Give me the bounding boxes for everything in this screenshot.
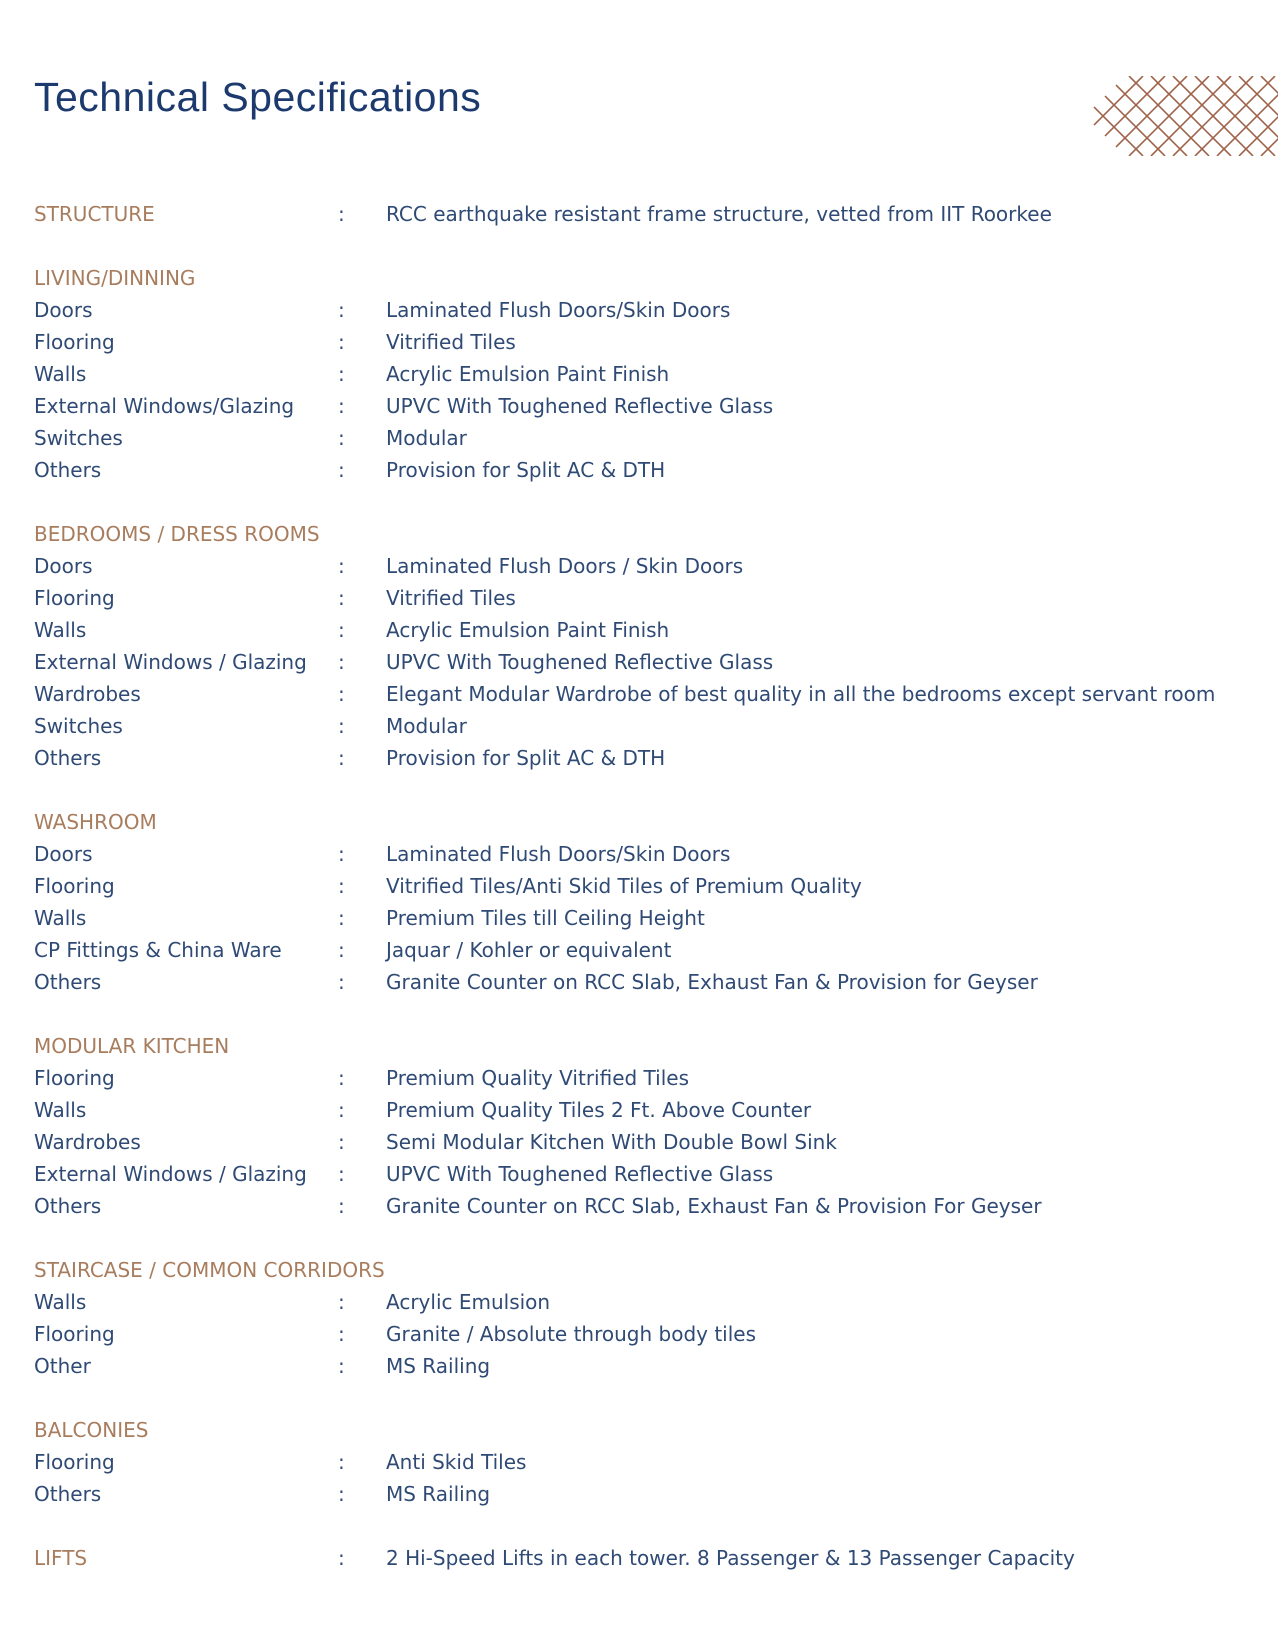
spec-label: Others (34, 746, 102, 770)
spec-label: Wardrobes (34, 682, 141, 706)
spec-row (34, 390, 1264, 422)
spec-row (34, 966, 1264, 998)
spec-row (34, 1542, 1264, 1574)
separator: : (338, 842, 345, 866)
spec-label: Switches (34, 714, 123, 738)
section-heading: LIVING/DINNING (34, 266, 196, 290)
spec-value: Premium Quality Vitrified Tiles (386, 1066, 689, 1090)
spec-label: Doors (34, 554, 93, 578)
spec-label: External Windows / Glazing (34, 650, 307, 674)
spec-value: MS Railing (386, 1482, 491, 1506)
spec-label: Switches (34, 426, 123, 450)
spec-value: Vitrified Tiles (386, 586, 516, 610)
spec-row (34, 1126, 1264, 1158)
separator: : (338, 1194, 345, 1218)
spec-label: CP Fittings & China Ware (34, 938, 282, 962)
separator: : (338, 746, 345, 770)
separator: : (338, 714, 345, 738)
spec-row (34, 454, 1264, 486)
spec-label: Doors (34, 298, 93, 322)
separator: : (338, 938, 345, 962)
section-heading: MODULAR KITCHEN (34, 1034, 230, 1058)
spec-row (34, 646, 1264, 678)
spec-value: RCC earthquake resistant frame structure, vetted from IIT Roorkee (386, 202, 1052, 226)
spec-label: Wardrobes (34, 1130, 141, 1154)
spec-value: Semi Modular Kitchen With Double Bowl Sink (386, 1130, 837, 1154)
spec-label: Flooring (34, 330, 115, 354)
spec-row (34, 1478, 1264, 1510)
spec-label: Other (34, 1354, 91, 1378)
spec-row (34, 614, 1264, 646)
section-structure (34, 198, 1264, 230)
spec-value: 2 Hi-Speed Lifts in each tower. 8 Passenger & 13 Passenger Capacity (386, 1546, 1075, 1570)
spec-value: Modular (386, 714, 467, 738)
separator: : (338, 362, 345, 386)
separator: : (338, 682, 345, 706)
spec-row (34, 838, 1264, 870)
spec-value: Modular (386, 426, 467, 450)
spec-value: Laminated Flush Doors / Skin Doors (386, 554, 744, 578)
separator: : (338, 970, 345, 994)
section-staircase (34, 1254, 1264, 1382)
separator: : (338, 458, 345, 482)
spec-value: UPVC With Toughened Reflective Glass (386, 1162, 774, 1186)
section-washroom (34, 806, 1264, 998)
separator: : (338, 1130, 345, 1154)
section-heading: BEDROOMS / DRESS ROOMS (34, 522, 320, 546)
spec-value: Premium Quality Tiles 2 Ft. Above Counter (386, 1098, 812, 1122)
separator: : (338, 1162, 345, 1186)
separator: : (338, 1450, 345, 1474)
page-title: Technical Specifications (34, 74, 482, 120)
separator: : (338, 202, 345, 226)
diamond-lattice-icon (1085, 72, 1278, 160)
spec-row (34, 294, 1264, 326)
separator: : (338, 1354, 345, 1378)
spec-label: Flooring (34, 586, 115, 610)
spec-label: Walls (34, 1098, 87, 1122)
separator: : (338, 1322, 345, 1346)
spec-row (34, 1062, 1264, 1094)
spec-value: Acrylic Emulsion (386, 1290, 551, 1314)
separator: : (338, 394, 345, 418)
section-modular-kitchen (34, 1030, 1264, 1222)
separator: : (338, 618, 345, 642)
section-living-dining (34, 262, 1264, 486)
section-heading: STRUCTURE (34, 202, 155, 226)
spec-row (34, 550, 1264, 582)
spec-value: Laminated Flush Doors/Skin Doors (386, 298, 731, 322)
spec-row (34, 582, 1264, 614)
section-bedrooms (34, 518, 1264, 774)
separator: : (338, 1290, 345, 1314)
spec-row (34, 198, 1264, 230)
separator: : (338, 554, 345, 578)
separator: : (338, 1066, 345, 1090)
spec-value: MS Railing (386, 1354, 491, 1378)
spec-value: Elegant Modular Wardrobe of best quality in all the bedrooms except servant room (386, 682, 1216, 706)
spec-value: Granite Counter on RCC Slab, Exhaust Fan & Provision for Geyser (386, 970, 1038, 994)
spec-row (34, 1446, 1264, 1478)
spec-label: Flooring (34, 1450, 115, 1474)
spec-list (34, 198, 1264, 1606)
spec-label: Walls (34, 1290, 87, 1314)
spec-value: Granite Counter on RCC Slab, Exhaust Fan & Provision For Geyser (386, 1194, 1042, 1218)
spec-row (34, 1318, 1264, 1350)
spec-value: UPVC With Toughened Reflective Glass (386, 650, 774, 674)
separator: : (338, 586, 345, 610)
spec-label: Flooring (34, 1322, 115, 1346)
spec-row (34, 422, 1264, 454)
separator: : (338, 1482, 345, 1506)
spec-row (34, 1094, 1264, 1126)
spec-label: Walls (34, 618, 87, 642)
spec-label: External Windows/Glazing (34, 394, 295, 418)
separator: : (338, 330, 345, 354)
spec-row (34, 902, 1264, 934)
spec-row (34, 710, 1264, 742)
spec-value: Provision for Split AC & DTH (386, 458, 666, 482)
spec-label: Doors (34, 842, 93, 866)
separator: : (338, 298, 345, 322)
spec-value: Acrylic Emulsion Paint Finish (386, 362, 670, 386)
section-heading: BALCONIES (34, 1418, 149, 1442)
spec-label: Flooring (34, 874, 115, 898)
spec-value: Vitrified Tiles (386, 330, 516, 354)
spec-value: UPVC With Toughened Reflective Glass (386, 394, 774, 418)
section-balconies (34, 1414, 1264, 1510)
separator: : (338, 1546, 345, 1570)
spec-value: Premium Tiles till Ceiling Height (386, 906, 705, 930)
spec-label: External Windows / Glazing (34, 1162, 307, 1186)
spec-label: Walls (34, 362, 87, 386)
spec-row (34, 1350, 1264, 1382)
spec-row (34, 1158, 1264, 1190)
separator: : (338, 906, 345, 930)
spec-row (34, 934, 1264, 966)
spec-row (34, 678, 1264, 710)
separator: : (338, 426, 345, 450)
section-heading: STAIRCASE / COMMON CORRIDORS (34, 1258, 385, 1282)
spec-row (34, 870, 1264, 902)
spec-label: Others (34, 1482, 102, 1506)
spec-row (34, 1190, 1264, 1222)
separator: : (338, 874, 345, 898)
separator: : (338, 650, 345, 674)
spec-row (34, 358, 1264, 390)
section-lifts (34, 1542, 1264, 1574)
spec-value: Provision for Split AC & DTH (386, 746, 666, 770)
section-heading: WASHROOM (34, 810, 157, 834)
separator: : (338, 1098, 345, 1122)
spec-value: Anti Skid Tiles (386, 1450, 527, 1474)
spec-value: Laminated Flush Doors/Skin Doors (386, 842, 731, 866)
spec-label: Others (34, 970, 102, 994)
spec-label: Flooring (34, 1066, 115, 1090)
section-heading: LIFTS (34, 1546, 88, 1570)
spec-row (34, 1286, 1264, 1318)
spec-value: Acrylic Emulsion Paint Finish (386, 618, 670, 642)
spec-value: Jaquar / Kohler or equivalent (386, 938, 672, 962)
spec-label: Others (34, 1194, 102, 1218)
spec-label: Others (34, 458, 102, 482)
spec-row (34, 742, 1264, 774)
spec-value: Granite / Absolute through body tiles (386, 1322, 757, 1346)
spec-label: Walls (34, 906, 87, 930)
spec-row (34, 326, 1264, 358)
spec-value: Vitrified Tiles/Anti Skid Tiles of Premium Quality (386, 874, 862, 898)
